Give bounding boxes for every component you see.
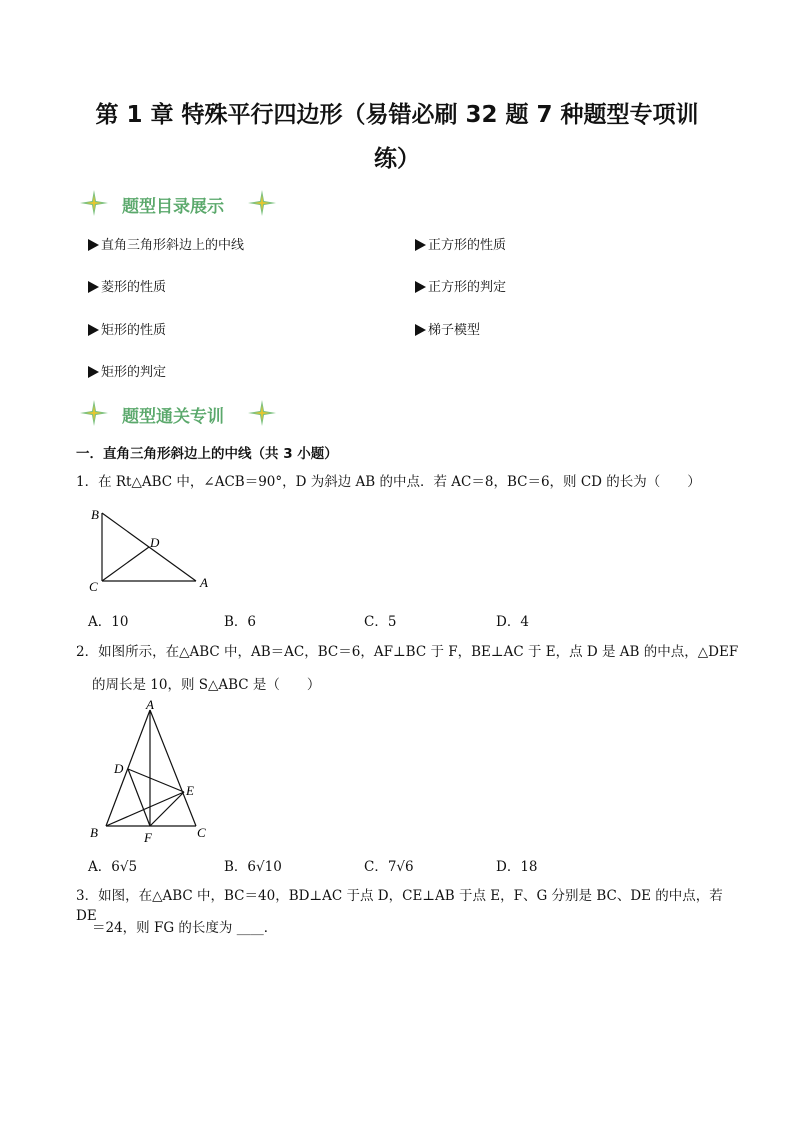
vertex-label-c: C [197,825,206,840]
section-toc-title: 题型目录展示 [122,197,224,217]
sparkle-icon [248,400,276,426]
segment-df [128,769,150,826]
arrow-icon [415,281,426,293]
question-2-figure [86,698,216,848]
document-title-line2: 练） [374,146,420,172]
arrow-icon [88,281,99,293]
question-1-figure [86,505,216,595]
q1-option-c[interactable]: C．5 [364,614,397,630]
segment-be [106,792,184,826]
arrow-icon [88,366,99,378]
document-title-line1: 第 1 章 特殊平行四边形（易错必刷 32 题 7 种题型专项训 [95,102,699,128]
question-3-text-line1: 3．如图，在△ABC 中，BC＝40，BD⊥AC 于点 D，CE⊥AB 于点 E，F、G 分别是 BC、DE 的中点，若 DE [76,888,723,924]
arrow-icon [415,324,426,336]
toc-item[interactable]: 矩形的性质 [88,319,166,338]
section-train-title: 题型通关专训 [122,407,224,427]
question-2-text-line1: 2．如图所示，在△ABC 中，AB＝AC，BC＝6，AF⊥BC 于 F，BE⊥AC 于 E，点 D 是 AB 的中点，△DEF [76,644,739,660]
question-3-text-line2: ＝24，则 FG 的长度为 ____． [92,920,278,936]
vertex-label-a: A [146,698,154,712]
arrow-icon [88,239,99,251]
arrow-icon [88,324,99,336]
question-2-text-line2: 的周长是 10，则 S△ABC 是（ ） [92,677,321,693]
arrow-icon [415,239,426,251]
vertex-label-d: D [150,535,160,550]
section-toc-header [80,189,380,217]
toc-item[interactable]: 梯子模型 [415,319,480,338]
q2-option-d[interactable]: D．18 [496,859,538,875]
vertex-label-c: C [89,579,98,594]
sparkle-icon [80,400,108,426]
segment-cd [102,547,149,581]
q1-option-b[interactable]: B．6 [224,614,257,630]
vertex-label-a: A [200,575,208,590]
sparkle-icon [248,190,276,216]
subsection-heading: 一．直角三角形斜边上的中线（共 3 小题） [76,446,338,462]
toc-item[interactable]: 正方形的性质 [415,234,506,253]
vertex-label-d: D [114,761,124,776]
q1-option-a[interactable]: A．10 [88,614,129,630]
vertex-label-b: B [90,825,98,840]
toc-item[interactable]: 直角三角形斜边上的中线 [88,234,244,253]
q2-option-c[interactable]: C．7√6 [364,859,414,875]
segment-ac [150,710,196,826]
toc-item[interactable]: 正方形的判定 [415,276,506,295]
segment-ef [150,792,184,826]
toc-item[interactable]: 菱形的性质 [88,276,166,295]
toc-item[interactable]: 矩形的判定 [88,361,166,380]
vertex-label-e: E [186,783,194,798]
q2-option-b[interactable]: B．6√10 [224,859,282,875]
sparkle-icon [80,190,108,216]
vertex-label-f: F [144,830,152,845]
question-1-text: 1．在 Rt△ABC 中，∠ACB＝90°，D 为斜边 AB 的中点．若 AC＝8，BC＝6，则 CD 的长为（ ） [76,474,701,490]
section-train-header [80,399,380,427]
q2-option-a[interactable]: A．6√5 [88,859,138,875]
q1-option-d[interactable]: D．4 [496,614,529,630]
segment-de [128,769,184,792]
vertex-label-b: B [91,507,99,522]
